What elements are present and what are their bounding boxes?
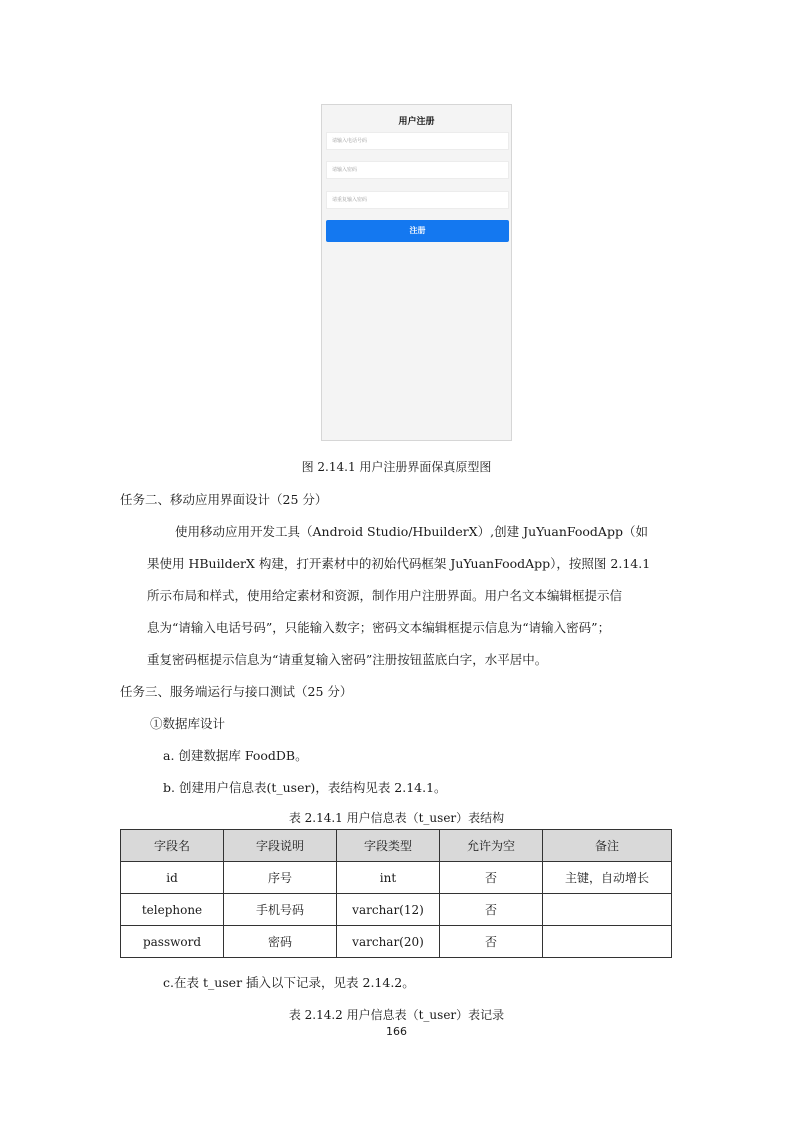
- table-cell: 否: [440, 862, 543, 894]
- header-cell: 允许为空: [440, 830, 543, 862]
- page-number: 166: [386, 1025, 407, 1038]
- task2-paragraph-line: 重复密码框提示信息为“请重复输入密码”注册按钮蓝底白字，水平居中。: [147, 652, 548, 667]
- task3-heading: 任务三、服务端运行与接口测试（25 分）: [120, 684, 353, 699]
- table-cell: id: [121, 862, 224, 894]
- table-cell: 手机号码: [224, 894, 337, 926]
- table2-caption: 表 2.14.2 用户信息表（t_user）表记录: [288, 1008, 505, 1022]
- header-cell: 字段说明: [224, 830, 337, 862]
- table-cell: varchar(12): [337, 894, 440, 926]
- table1-caption: 表 2.14.1 用户信息表（t_user）表结构: [288, 811, 505, 825]
- list-item-a: a. 创建数据库 FoodDB。: [163, 748, 308, 763]
- table-row: [121, 894, 672, 926]
- task2-paragraph-line: 所示布局和样式，使用给定素材和资源，制作用户注册界面。用户名文本编辑框提示信: [147, 588, 623, 603]
- task2-heading: 任务二、移动应用界面设计（25 分）: [120, 492, 328, 507]
- task2-paragraph-line: 息为“请输入电话号码”，只能输入数字；密码文本编辑框提示信息为“请输入密码”；: [147, 620, 611, 635]
- table-cell: int: [337, 862, 440, 894]
- repeat-password-input[interactable]: 请重复输入密码: [326, 191, 509, 209]
- register-prototype-figure: [321, 104, 512, 441]
- list-item-c: c.在表 t_user 插入以下记录，见表 2.14.2。: [163, 975, 415, 990]
- task2-paragraph-line: 使用移动应用开发工具（Android Studio/HbuilderX）,创建 JuYuanFoodApp（如: [175, 524, 648, 539]
- table-user-structure: [120, 829, 672, 958]
- table-cell: 序号: [224, 862, 337, 894]
- table-row: [121, 862, 672, 894]
- table-cell: 密码: [224, 926, 337, 958]
- table-cell: 否: [440, 926, 543, 958]
- table-cell: password: [121, 926, 224, 958]
- table-cell: varchar(20): [337, 926, 440, 958]
- register-button[interactable]: 注册: [326, 220, 509, 242]
- password-input[interactable]: 请输入密码: [326, 161, 509, 179]
- figure-caption: 图 2.14.1 用户注册界面保真原型图: [301, 460, 492, 474]
- db-design-heading: ①数据库设计: [150, 716, 226, 731]
- phone-input[interactable]: 请输入电话号码: [326, 132, 509, 150]
- table-cell: 主键，自动增长: [543, 862, 672, 894]
- table-cell: [543, 894, 672, 926]
- app-title: 用户注册: [398, 117, 435, 127]
- task2-paragraph-line: 果使用 HBuilderX 构建，打开素材中的初始代码框架 JuYuanFoodApp），按照图 2.14.1: [147, 556, 651, 571]
- table-row: [121, 926, 672, 958]
- list-item-b: b. 创建用户信息表(t_user)，表结构见表 2.14.1。: [163, 780, 447, 795]
- table-cell: 否: [440, 894, 543, 926]
- header-cell: 字段名: [121, 830, 224, 862]
- table-cell: telephone: [121, 894, 224, 926]
- table-header-row: [121, 830, 672, 862]
- header-cell: 备注: [543, 830, 672, 862]
- header-cell: 字段类型: [337, 830, 440, 862]
- table-cell: [543, 926, 672, 958]
